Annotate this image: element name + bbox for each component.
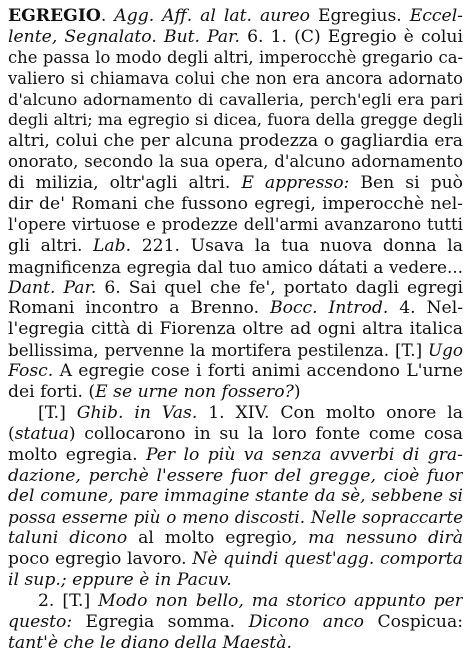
text-line [8,340,463,361]
text-segment: Nè quindi quest'agg. comporta [192,549,463,570]
text-segment: degli altri; ma egregio si dicea, fuora della gregge degli [8,110,463,130]
text-line [8,215,463,236]
text-line [8,570,463,591]
text-segment: questo: [8,611,73,632]
text-line [8,403,463,424]
text-segment: onorato, secondo la sua opera, d'alcuno adornamento [8,152,463,172]
text-line [8,173,463,194]
text-line [8,445,463,466]
text-line [8,6,463,27]
text-segment: E se urne non fossero? [95,382,294,403]
text-line [8,424,463,445]
text-segment: dei forti. ( [8,382,96,403]
text-line [8,152,463,173]
text-line [8,382,463,403]
text-line [8,90,463,111]
text-segment: l'opere virtuose e prodezze dell'armi avanzarono tutti [8,214,463,234]
text-segment: Ugo [428,340,463,361]
text-segment: A egregie cose i forti animi accendono L'urne [53,361,463,382]
text-segment: Dant. Par. [8,277,97,298]
text-segment: l'egregia città di Fiorenza oltre ad ogni altra italica [8,319,463,340]
text-line [8,633,463,654]
text-segment: tant'è che le diano della Maestà. [8,632,292,653]
text-segment: 1. XIV. Con molto onore la [197,402,463,423]
text-line [8,466,463,487]
text-line [8,27,463,48]
text-segment: gli altri. [8,235,94,256]
text-segment: Romani incontro a Brenno. [8,298,270,319]
text-segment: 6. 1. (C) Egregio è colui [239,26,463,47]
text-segment: 4. Nel- [388,298,463,319]
text-segment: 6. Sai quel che fe', portato dagli egregi [96,277,463,298]
text-line [8,319,463,340]
text-line [8,257,463,278]
text-segment: altri, colui che per alcuna prodezza o gagliardia era [8,131,463,152]
text-segment: di milizia, oltr'agli altri. [8,173,242,194]
text-segment: Per lo più va senza avverbi di gra- [145,444,463,465]
text-segment: statua [14,423,69,444]
text-segment: ) [293,382,301,403]
text-line [8,131,463,152]
text-segment: possa esserne più o meno discosti. Nelle sopraccarte [8,507,463,528]
text-line [8,48,463,69]
text-segment: Modo non bello, ma storico appunto per [98,590,463,611]
text-line [8,486,463,507]
text-segment: bellissima, pervenne la mortifera pestilenza. [T.] [8,340,428,361]
text-segment: taluni dicono [8,528,128,549]
text-segment: Ghib. in Vas. [76,402,198,423]
text-segment: Lab. [93,235,132,256]
text-segment: magnificenza egregia dal tuo amico dátati a vedere... [8,256,463,277]
text-segment: Cospicua: [364,611,463,632]
text-line [8,549,463,570]
text-segment: , ma nessuno dirà [291,528,463,549]
text-segment: Agg. Aff. al lat. aureo [114,6,310,26]
text-line [8,194,463,215]
text-segment: 2. [T.] [38,590,99,611]
text-segment: il sup.; eppure è in Pacuv. [8,570,232,591]
text-line [8,298,463,319]
text-line [8,528,463,549]
text-segment: 221. Usava la tua nuova donna la [131,235,463,256]
text-line [8,612,463,633]
text-segment: ) collocarono in su la loro fonte come cosa [68,423,463,444]
text-segment: Egregius. [310,6,410,26]
text-segment: . [100,6,115,26]
text-segment: [T.] [38,402,77,423]
text-line [8,591,463,612]
text-line [8,110,463,131]
text-segment: lente, Segnalato. But. Par. [8,26,240,47]
text-segment: Egregia somma. [72,611,249,632]
text-segment: valiero si chiamava colui che non era ancora adornato [8,68,463,88]
text-segment: d'alcuno adornamento di cavalleria, perch'egli era pari [8,89,463,109]
text-segment: E appresso: [241,173,350,194]
text-line [8,278,463,299]
text-segment: al molto egregio [127,528,292,549]
text-line [8,361,463,382]
text-segment: Ben si può [349,173,463,194]
text-segment: Fosc. [8,361,54,382]
text-segment: Dicono anco [248,611,364,632]
text-segment: ( [8,423,15,444]
text-segment: Eccel- [409,6,463,26]
text-line [8,507,463,528]
text-line [8,236,463,257]
text-segment: del comune, pare immagine stante da sè, sebbene si [8,486,463,507]
text-segment: EGREGIO [8,6,101,26]
text-segment: dazione, perchè l'essere fuor del gregge, cioè fuor [8,465,463,486]
text-line [8,69,463,90]
text-segment: dir de' Romani che fussono egregi, imperocchè nel- [8,194,463,215]
text-segment: che passa lo modo degli altri, imperocchè gregario ca- [8,47,463,67]
text-segment: poco egregio lavoro. [8,549,193,570]
text-segment: molto egregia. [8,444,146,465]
text-segment: Bocc. Introd. [269,298,389,319]
